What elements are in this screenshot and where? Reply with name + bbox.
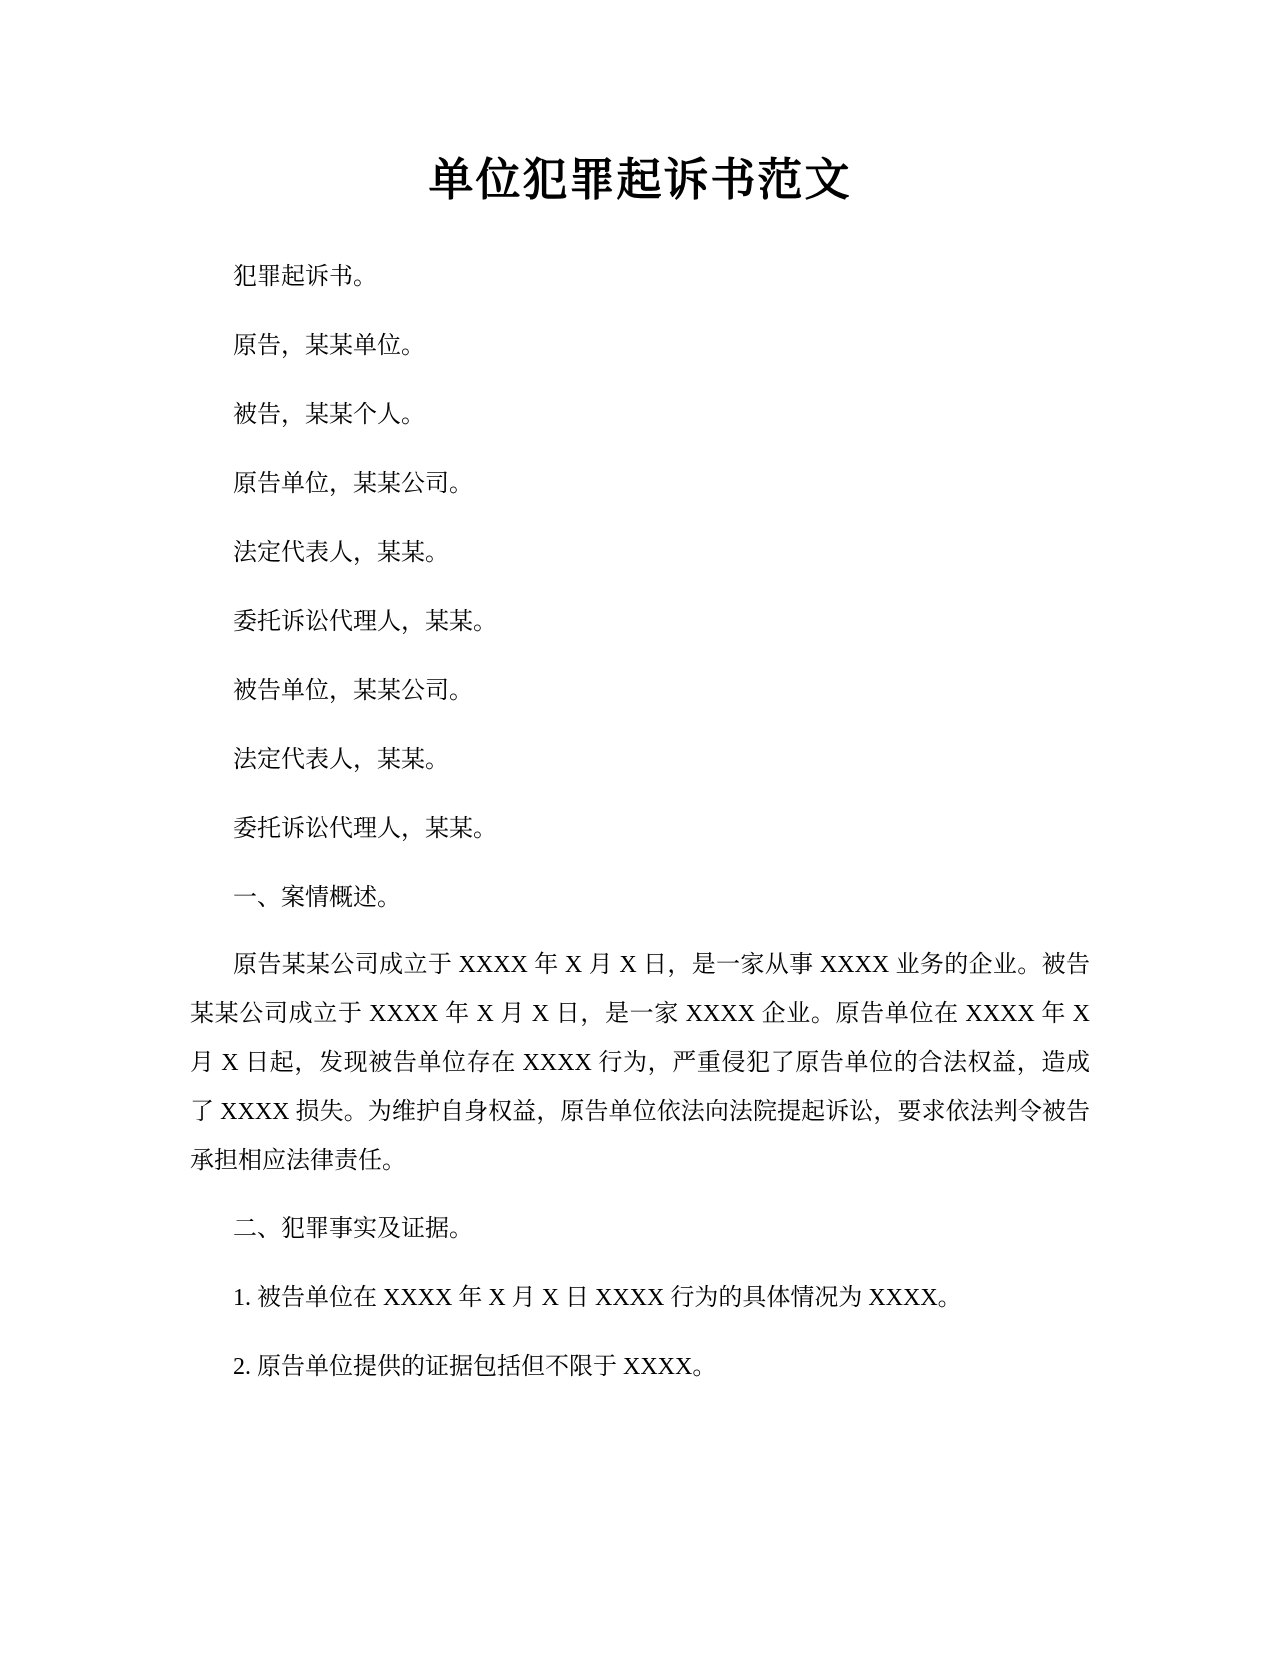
section-heading: 一、案情概述。	[233, 885, 401, 911]
document-title: 单位犯罪起诉书范文	[428, 153, 852, 206]
text-line: 法定代表人，某某。	[233, 540, 449, 566]
text-line: 原告单位，某某公司。	[233, 471, 473, 497]
text-line: 委托诉讼代理人，某某。	[233, 609, 497, 635]
text-line: 委托诉讼代理人，某某。	[233, 816, 497, 842]
case-summary-paragraph: 原告某某公司成立于 XXXX 年 X 月 X 日，是一家从事 XXXX 业务的企业。被告某某公司成立于 XXXX 年 X 月 X 日，是一家 XXXX 企业。原告单位在 XXXX 年 X 月 X 日起，发现被告单位存在 XXXX 行为，严重侵犯了原告单位的合法权益，造成了 XXXX 损失。为维护自身权益，原告单位依法向法院提起诉讼，要求依法判令被告承担相应法律责任。	[190, 952, 1090, 1174]
text-line: 被告，某某个人。	[233, 402, 425, 428]
text-line: 法定代表人，某某。	[233, 747, 449, 773]
text-line: 犯罪起诉书。	[233, 264, 377, 290]
text-line: 被告单位，某某公司。	[233, 678, 473, 704]
document-body	[190, 260, 1090, 1384]
section-heading: 二、犯罪事实及证据。	[233, 1216, 473, 1242]
text-line: 1. 被告单位在 XXXX 年 X 月 X 日 XXXX 行为的具体情况为 XXXX。	[233, 1285, 962, 1311]
text-line: 2. 原告单位提供的证据包括但不限于 XXXX。	[233, 1354, 717, 1380]
text-line: 原告，某某单位。	[233, 333, 425, 359]
